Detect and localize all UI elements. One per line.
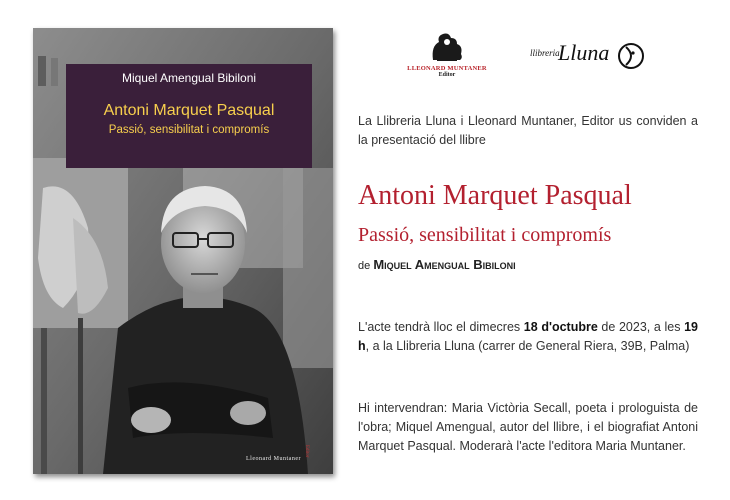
event-mid: de 2023, a les [597, 320, 685, 334]
publisher-name: LLEONARD MUNTANER [407, 65, 487, 72]
cover-subtitle: Passió, sensibilitat i compromís [108, 124, 270, 136]
by-line [358, 257, 698, 272]
cover-title: Antoni Marquet Pasqual [103, 102, 275, 119]
publisher-logo [403, 30, 491, 90]
book-title: Antoni Marquet Pasqual [358, 180, 632, 211]
event-pre: L'acte tendrà lloc el dimecres [358, 320, 524, 334]
cover-publisher: Lleonard Muntaner [246, 456, 301, 462]
by-prefix: de [358, 260, 371, 272]
cover-series: Editor [304, 445, 309, 458]
book-subtitle: Passió, sensibilitat i compromís [358, 224, 612, 246]
bookshop-prefix: llibreria [530, 48, 560, 58]
intro-text: La Llibreria Lluna i Lleonard Muntaner, Editor us conviden a la presentació del llibre [358, 114, 698, 147]
book-cover [33, 28, 333, 474]
moon-face-icon [616, 41, 646, 71]
event-date: 18 d'octubre [523, 320, 598, 334]
publisher-sub: Editor [438, 72, 456, 78]
lion-crest-icon [427, 30, 467, 64]
cover-title-box [66, 64, 312, 168]
bookshop-logo [530, 38, 650, 78]
event-time: 19 h [358, 320, 699, 353]
author-name: Miquel Amengual Bibiloni [373, 257, 516, 272]
cover-author: Miquel Amengual Bibiloni [121, 71, 257, 85]
event-post: , a la Llibreria Lluna (carrer de General Riera, 39B, Palma) [365, 339, 690, 353]
event-details [358, 318, 698, 356]
bookshop-name: Lluna [558, 40, 610, 65]
speakers-text: Hi intervendran: Maria Victòria Secall, poeta i prologuista de l'obra; Miquel Amengual, autor del llibre, i el biografiat Antoni Marquet Pasqual. Moderarà l'acte l'editora Maria Muntaner. [358, 401, 698, 453]
